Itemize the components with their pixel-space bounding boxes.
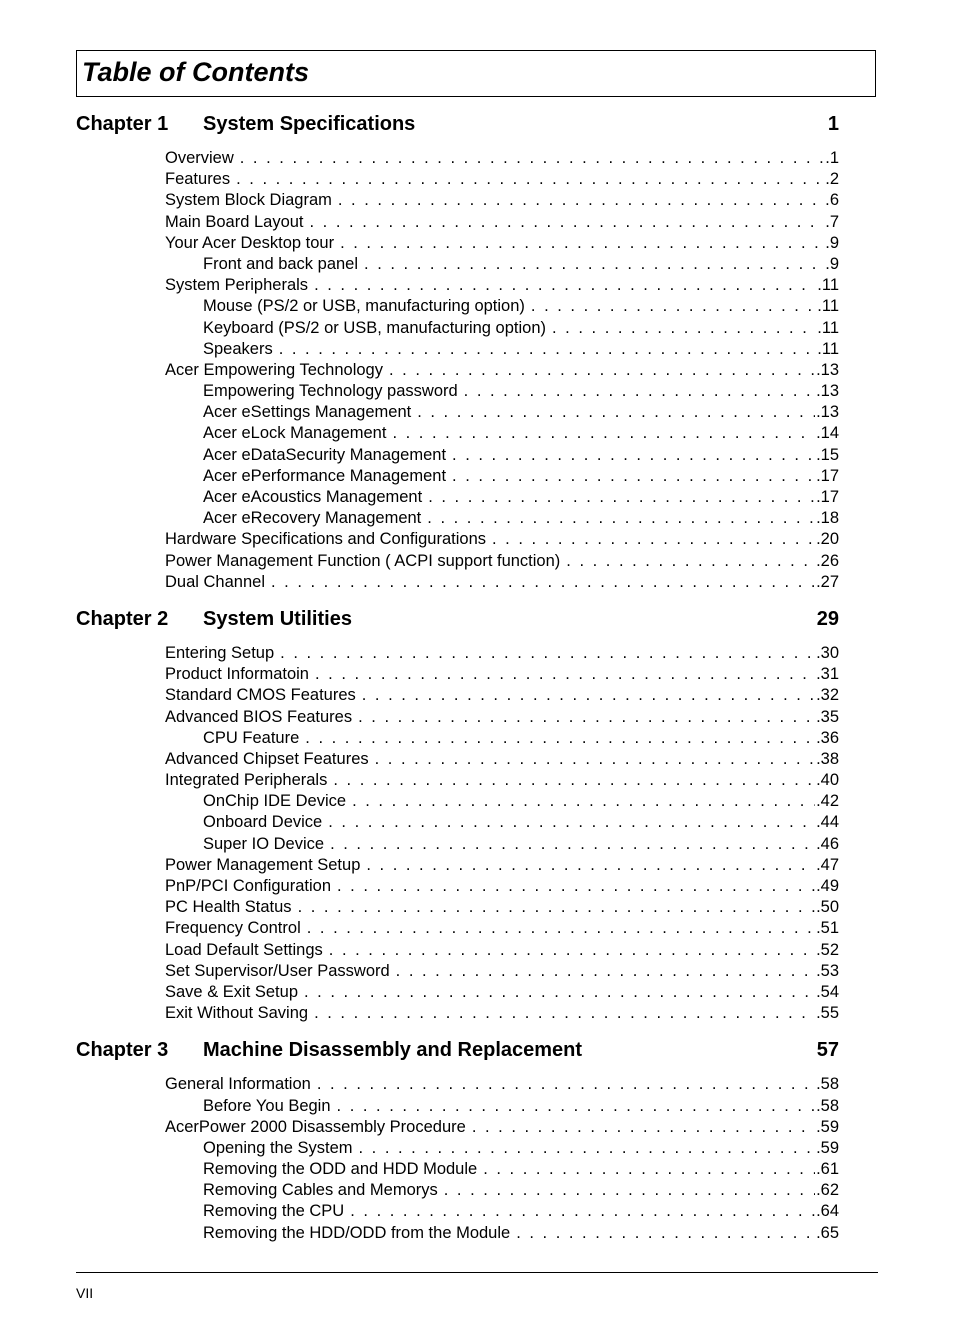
dot-leader (366, 855, 815, 876)
entry-page: .11 (817, 339, 839, 358)
dot-leader (315, 664, 815, 685)
entry-list (76, 140, 839, 605)
entry-label: PC Health Status (165, 898, 292, 917)
entry-page: .42 (816, 792, 839, 811)
toc-entry[interactable] (165, 529, 839, 550)
entry-page: .50 (816, 898, 839, 917)
chapter-heading[interactable] (76, 605, 839, 635)
chapter-number: Chapter 1 (76, 113, 169, 135)
entry-label: Save & Exit Setup (165, 982, 298, 1001)
dot-leader (328, 812, 815, 833)
entry-page: .17 (816, 488, 839, 506)
toc-entry[interactable] (165, 982, 839, 1003)
dot-leader (359, 1138, 816, 1159)
entry-page: .51 (816, 919, 839, 938)
toc-entry[interactable] (203, 318, 839, 339)
entry-label: Advanced Chipset Features (165, 749, 369, 768)
entry-page: .53 (816, 961, 839, 980)
entry-page: .58 (816, 1096, 839, 1115)
entry-page: .32 (816, 686, 839, 705)
entry-label: Removing the CPU (203, 1202, 345, 1221)
entry-label: Front and back panel (203, 254, 359, 273)
toc-entry[interactable] (165, 855, 839, 876)
dot-leader (337, 1096, 816, 1117)
dot-leader (392, 423, 815, 444)
entry-page: .11 (817, 318, 839, 337)
chapter-section (76, 110, 839, 605)
toc-entry[interactable] (165, 1003, 839, 1024)
dot-leader (304, 982, 815, 1003)
entry-label: Onboard Device (203, 813, 323, 832)
dot-leader (428, 487, 815, 508)
entry-page: .13 (816, 403, 839, 422)
entry-label: Standard CMOS Features (165, 686, 356, 705)
page-title: Table of Contents (82, 57, 309, 87)
entry-label: Acer Empowering Technology (165, 360, 383, 379)
entry-page: .26 (816, 551, 839, 570)
entry-page: .46 (816, 834, 839, 853)
entry-label: Exit Without Saving (165, 1004, 309, 1023)
dot-leader (279, 339, 817, 360)
entry-label: Dual Channel (165, 572, 265, 591)
entry-label: Acer eLock Management (203, 424, 387, 443)
dot-leader (333, 770, 815, 791)
entry-label: General Information (165, 1075, 311, 1094)
toc-entry[interactable] (165, 685, 839, 706)
entry-page: .17 (816, 466, 839, 485)
entry-page: .15 (816, 445, 839, 464)
toc-entry[interactable] (165, 572, 839, 593)
toc-entry[interactable] (165, 770, 839, 791)
entry-label: Overview (165, 149, 234, 167)
toc-list (76, 110, 839, 1256)
entry-page: .2 (825, 170, 839, 189)
entry-page: .40 (816, 771, 839, 790)
dot-leader (472, 1117, 815, 1138)
entry-label: System Block Diagram (165, 191, 332, 210)
toc-entry[interactable] (165, 1117, 839, 1138)
entry-label: Your Acer Desktop tour (165, 233, 335, 252)
dot-leader (516, 1223, 815, 1244)
footer-rule (76, 1272, 878, 1273)
dot-leader (314, 275, 816, 296)
toc-entry[interactable] (203, 1159, 839, 1180)
entry-page: .13 (816, 382, 839, 401)
entry-label: Frequency Control (165, 919, 301, 938)
toc-entry[interactable] (165, 664, 839, 685)
dot-leader (417, 402, 815, 423)
entry-page: .55 (816, 1004, 839, 1023)
entry-page: .64 (816, 1202, 839, 1221)
entry-label: Integrated Peripherals (165, 771, 328, 790)
dot-leader (362, 685, 815, 706)
dot-leader (364, 254, 824, 275)
entry-page: .1 (825, 149, 839, 167)
dot-leader (531, 296, 816, 317)
entry-label: PnP/PCI Configuration (165, 877, 332, 895)
toc-entry[interactable] (203, 381, 839, 402)
toc-entry[interactable] (203, 339, 839, 360)
entry-label: Main Board Layout (165, 212, 304, 231)
dot-leader (566, 551, 815, 572)
entry-page: .58 (816, 1075, 839, 1094)
dot-leader (358, 707, 815, 728)
chapter-section (76, 1036, 839, 1256)
chapter-page: 57 (816, 1039, 839, 1062)
entry-label: Super IO Device (203, 834, 325, 853)
entry-label: Features (165, 170, 231, 189)
entry-page: .61 (816, 1160, 839, 1179)
toc-entry[interactable] (165, 643, 839, 664)
entry-page: .35 (816, 707, 839, 726)
dot-leader (310, 212, 825, 233)
chapter-title: Machine Disassembly and Replacement (203, 1039, 583, 1062)
entry-label: Power Management Setup (165, 855, 361, 874)
toc-entry[interactable] (165, 940, 839, 961)
chapter-section (76, 605, 839, 1036)
entry-label: Mouse (PS/2 or USB, manufacturing option) (203, 297, 525, 316)
dot-leader (280, 643, 815, 664)
entry-page: .44 (816, 813, 839, 832)
dot-leader (389, 360, 815, 381)
toc-entry[interactable] (203, 254, 839, 275)
dot-leader (375, 749, 815, 770)
toc-entry[interactable] (203, 423, 839, 444)
toc-entry[interactable] (203, 728, 839, 749)
toc-entry[interactable] (165, 148, 839, 169)
entry-label: Power Management Function ( ACPI support function) (165, 551, 561, 570)
entry-label: Before You Begin (203, 1096, 331, 1115)
entry-list (76, 635, 839, 1036)
entry-page: .14 (816, 424, 839, 443)
toc-entry[interactable] (165, 233, 839, 254)
entry-label: OnChip IDE Device (203, 792, 347, 811)
entry-list (76, 1066, 839, 1256)
toc-entry[interactable] (203, 487, 839, 508)
toc-entry[interactable] (165, 707, 839, 728)
dot-leader (305, 728, 815, 749)
chapter-heading[interactable] (76, 1036, 839, 1066)
entry-page: .65 (816, 1223, 839, 1242)
toc-entry[interactable] (165, 360, 839, 381)
dot-leader (240, 148, 824, 169)
entry-page: .59 (816, 1138, 839, 1157)
toc-entry[interactable] (203, 296, 839, 317)
entry-label: Keyboard (PS/2 or USB, manufacturing option) (203, 318, 547, 337)
entry-page: .9 (825, 233, 839, 252)
dot-leader (330, 834, 815, 855)
entry-page: .38 (816, 749, 839, 768)
entry-page: .18 (816, 509, 839, 528)
toc-entry[interactable] (165, 876, 839, 897)
dot-leader (452, 445, 815, 466)
toc-entry[interactable] (203, 508, 839, 529)
dot-leader (552, 318, 816, 339)
entry-page: 6 (829, 191, 839, 210)
entry-page: .30 (816, 643, 839, 662)
toc-entry[interactable] (203, 1201, 839, 1222)
title-box (76, 50, 876, 97)
dot-leader (314, 1003, 815, 1024)
entry-label: Set Supervisor/User Password (165, 961, 390, 980)
dot-leader (350, 1201, 815, 1222)
toc-entry[interactable] (203, 402, 839, 423)
entry-label: Entering Setup (165, 643, 275, 662)
toc-entry[interactable] (165, 212, 839, 233)
footer-page-number: VII (76, 1285, 94, 1301)
entry-page: .47 (816, 855, 839, 874)
toc-entry[interactable] (165, 190, 839, 211)
dot-leader (307, 918, 815, 939)
entry-label: Acer eAcoustics Management (203, 488, 423, 506)
chapter-page: 29 (816, 607, 839, 630)
entry-label: Acer eDataSecurity Management (203, 445, 447, 464)
entry-page: .9 (825, 254, 839, 273)
dot-leader (352, 791, 815, 812)
entry-label: Opening the System (203, 1138, 353, 1157)
dot-leader (444, 1180, 815, 1201)
entry-label: Acer ePerformance Management (203, 466, 447, 485)
toc-entry[interactable] (203, 466, 839, 487)
toc-entry[interactable] (165, 275, 839, 296)
toc-entry[interactable] (165, 897, 839, 918)
dot-leader (396, 961, 815, 982)
entry-page: .62 (816, 1181, 839, 1200)
entry-page: .13 (816, 360, 839, 379)
chapter-heading[interactable] (76, 110, 839, 140)
entry-label: Load Default Settings (165, 940, 323, 959)
chapter-title: System Specifications (203, 113, 416, 135)
dot-leader (452, 466, 815, 487)
dot-leader (340, 233, 824, 254)
entry-label: AcerPower 2000 Disassembly Procedure (165, 1117, 466, 1136)
entry-page: .11 (817, 297, 839, 316)
entry-label: Acer eRecovery Management (203, 509, 422, 528)
entry-label: Speakers (203, 339, 273, 358)
toc-entry[interactable] (203, 791, 839, 812)
toc-entry[interactable] (165, 961, 839, 982)
toc-entry[interactable] (165, 551, 839, 572)
entry-page: .11 (817, 276, 839, 295)
toc-entry[interactable] (165, 169, 839, 190)
entry-label: Removing Cables and Memorys (203, 1181, 438, 1200)
entry-label: System Peripherals (165, 276, 309, 295)
dot-leader (298, 897, 816, 918)
toc-entry[interactable] (203, 1180, 839, 1201)
entry-page: .59 (816, 1117, 839, 1136)
dot-leader (337, 876, 815, 897)
entry-label: Advanced BIOS Features (165, 707, 353, 726)
dot-leader (338, 190, 829, 211)
dot-leader (427, 508, 815, 529)
entry-label: CPU Feature (203, 728, 300, 747)
entry-label: Product Informatoin (165, 665, 309, 684)
entry-label: Empowering Technology password (203, 382, 458, 401)
toc-entry[interactable] (203, 834, 839, 855)
entry-page: .52 (816, 940, 839, 959)
toc-entry[interactable] (203, 1223, 839, 1244)
entry-label: Removing the HDD/ODD from the Module (203, 1223, 511, 1242)
dot-leader (329, 940, 815, 961)
chapter-page: 1 (827, 113, 839, 135)
toc-entry[interactable] (203, 1096, 839, 1117)
toc-entry[interactable] (203, 812, 839, 833)
dot-leader (317, 1074, 815, 1095)
entry-page: .54 (816, 982, 839, 1001)
dot-leader (483, 1159, 815, 1180)
entry-label: Removing the ODD and HDD Module (203, 1160, 478, 1179)
toc-entry[interactable] (165, 1074, 839, 1095)
chapter-title: System Utilities (203, 607, 352, 630)
entry-label: Acer eSettings Management (203, 403, 412, 422)
entry-page: .7 (825, 212, 839, 231)
entry-page: .49 (816, 877, 839, 895)
dot-leader (492, 529, 815, 550)
dot-leader (464, 381, 815, 402)
entry-page: .27 (816, 572, 839, 591)
dot-leader (271, 572, 815, 593)
entry-page: .31 (816, 665, 839, 684)
toc-entry[interactable] (165, 918, 839, 939)
entry-page: .36 (816, 728, 839, 747)
entry-page: .20 (816, 530, 839, 549)
dot-leader (236, 169, 824, 190)
toc-entry[interactable] (203, 445, 839, 466)
entry-label: Hardware Specifications and Configurations (165, 530, 487, 549)
chapter-number: Chapter 3 (76, 1039, 169, 1062)
toc-entry[interactable] (203, 1138, 839, 1159)
chapter-number: Chapter 2 (76, 607, 169, 630)
toc-entry[interactable] (165, 749, 839, 770)
